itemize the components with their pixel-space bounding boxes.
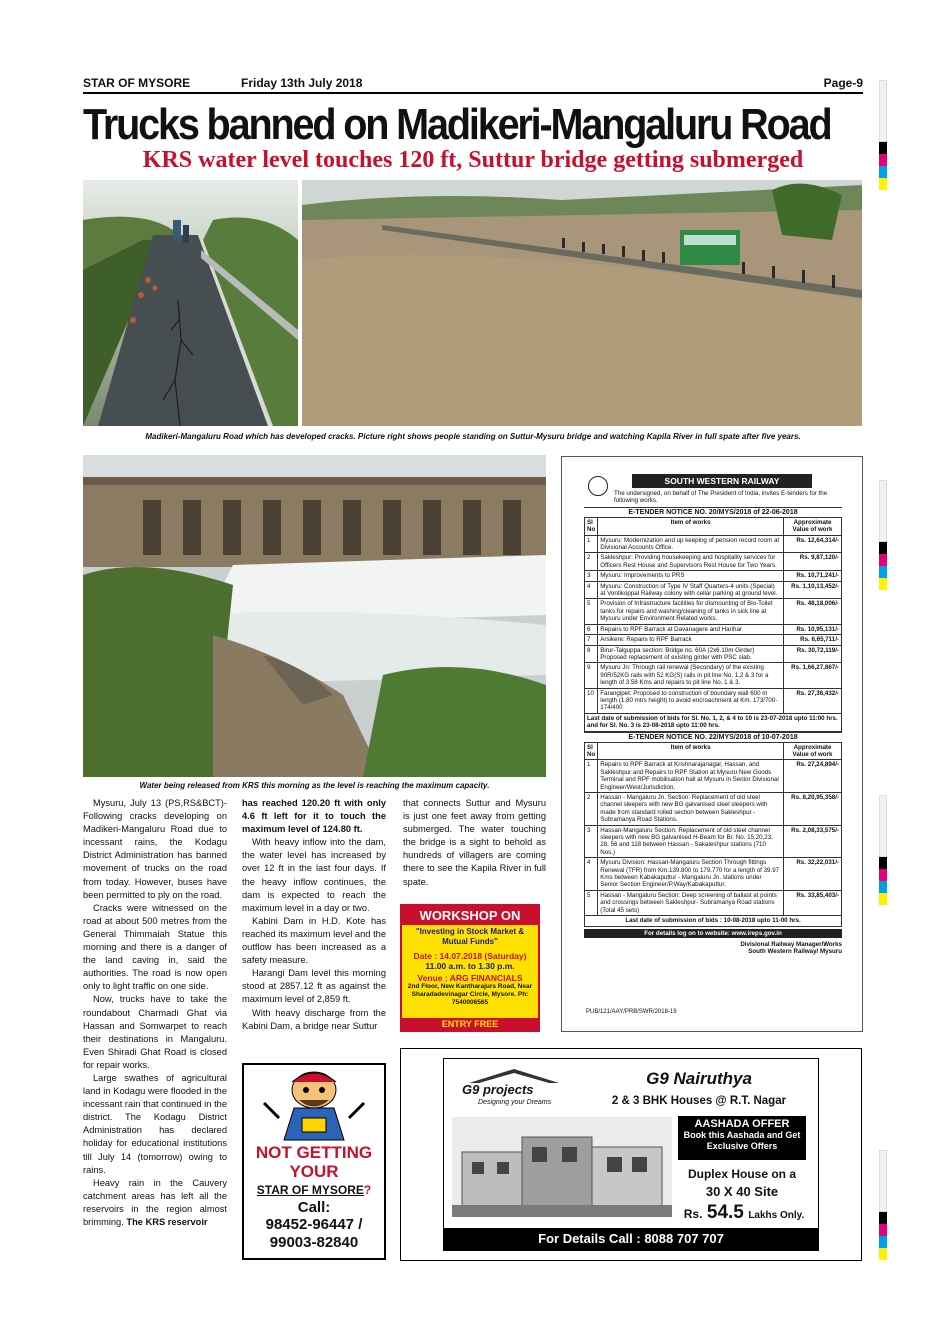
g9-offer-box — [678, 1116, 806, 1160]
article-bold-text: has reached 120.20 ft with only 4.6 ft left for it to touch the maximum level of 124.80 ft. — [242, 798, 386, 835]
article-paragraph: that connects Suttur and Mysuru is just one feet away from getting submerged. The water touching the bridge is a sight to behold as hundreds of villagers are coming there to see the Kapila River in full spate. — [403, 798, 546, 887]
row-value: Rs. 6,65,711/- — [784, 635, 842, 645]
g9-house-illustration — [452, 1117, 672, 1217]
table-row — [585, 663, 842, 688]
article-bold-text: The KRS reservoir — [126, 1217, 208, 1227]
row-item: Mysuru: Improvements to PRS — [598, 571, 784, 581]
tender-org: SOUTH WESTERN RAILWAY — [632, 474, 812, 488]
subheadline: KRS water level touches 120 ft, Suttur bridge getting submerged — [142, 147, 804, 173]
g9-logo: G9 projects — [462, 1082, 534, 1097]
row-item: Sakleshpur: Providing housekeeping and hospitality services for Officers Rest House and Supervisors Rest House for Two Years. — [598, 553, 784, 571]
article-paragraph: Large swathes of agricultural land in Kodagu were flooded in the incessant rain that continued in the district. The Kodagu District Administration has declared holiday for educational institutions till July 14 (tomorrow) owing to rains. — [83, 1072, 227, 1175]
subscribe-ad — [242, 1063, 386, 1260]
col-header-value: Approximate Value of work — [784, 517, 842, 535]
registration-marks-lower — [879, 795, 887, 905]
col-header-sl: Sl No — [585, 742, 598, 760]
row-no: 9 — [585, 663, 598, 688]
subscribe-line2: YOUR — [289, 1162, 339, 1181]
row-no: 7 — [585, 635, 598, 645]
krs-dam-photo — [83, 455, 546, 777]
article-paragraph: With heavy inflow into the dam, the water level has increased by over 12 ft in the last four days. If the heavy inflow continues, the dam is expected to reach the maximum level in a day or two. — [242, 837, 386, 913]
g9-duplex: Duplex House on a — [687, 1167, 797, 1181]
tender-notice-1: E-TENDER NOTICE NO. 20/MYS/2018 of 22-06-2018 — [584, 507, 842, 517]
row-item: Mysuru: Construction of Type IV Staff Quarters-4 units (Special) at Vontikoppal Railway colony with cellar parking at ground level. — [598, 581, 784, 599]
issue-date: Friday 13th July 2018 — [241, 76, 363, 90]
row-no: 2 — [585, 553, 598, 571]
table-row — [585, 635, 842, 645]
workshop-address: 2nd Floor, New Kantharajurs Road, Near Sharadadevinagar Circle, Mysore. Ph: 7540006565 — [407, 983, 533, 1006]
table-row — [585, 793, 842, 826]
subscribe-line1: NOT GETTING — [255, 1143, 373, 1162]
headline: Trucks banned on Madikeri-Mangaluru Road — [83, 100, 831, 149]
row-value: Rs. 33,85,403/- — [784, 890, 842, 915]
g9-roof-icon — [469, 1069, 559, 1083]
railway-logo — [588, 476, 608, 496]
row-value: Rs. 2,08,33,575/- — [784, 825, 842, 858]
row-item: Mysuru Division: Hassan-Mangaluru Section Through fittings Renewal (TFR) from Km.139.800 to 179.770 for a length of 39.97 Kms between Kabakaputtur - Mangaluru Jn. stations under Senior Section Engineer/P.Way/Kabakaputtur. — [598, 858, 784, 891]
g9-offer-text: Book this Aashada and Get Exclusive Offers — [683, 1130, 801, 1151]
row-value: Rs. 30,72,119/- — [784, 645, 842, 663]
tender-last-date-2: Last date of submission of bids : 10-08-2018 upto 11-00 hrs. — [585, 916, 842, 926]
subscribe-call: Call: — [297, 1199, 331, 1216]
row-no: 5 — [585, 890, 598, 915]
article-paragraph: Kabini Dam in H.D. Kote has reached its maximum level and the outflow has been increased as a safety measure. — [242, 915, 386, 966]
table-row — [585, 581, 842, 599]
table-row — [585, 890, 842, 915]
row-item: Repairs to RPF Barrack at Davanagere and Harihar — [598, 624, 784, 634]
table-row — [585, 535, 842, 553]
row-item: Hassan - Mangaluru Jn. Section: Replacement of old steel channel sleepers with new BG galvanised steel sleepers with made from standard rolled section between Sakleshpur - Subramanya Road Stations. — [598, 793, 784, 826]
article-paragraph: Now, trucks have to take the roundabout Charmadi Ghat via Hassan and Somwarpet to reach their destinations in Mangaluru. Even Shiradi Ghat Road is closed for repair works. — [83, 994, 227, 1070]
table-row — [585, 624, 842, 634]
top-photo-caption: Madikeri-Mangaluru Road which has developed cracks. Picture right shows people standing on Suttur-Mysuru bridge and watching Kapila River in full spate after five years. — [145, 432, 801, 441]
page-number: Page-9 — [823, 76, 863, 90]
row-value: Rs. 12,64,314/- — [784, 535, 842, 553]
col-header-item: Item of works — [598, 517, 784, 535]
workshop-ad — [400, 904, 540, 1032]
row-no: 3 — [585, 571, 598, 581]
g9-price-suffix: Lakhs Only. — [748, 1210, 805, 1221]
article-paragraph: Harangi Dam level this morning stood at 2857.12 ft as against the maximum level of 2,859 ft. — [242, 968, 386, 1005]
row-value: Rs. 9,87,120/- — [784, 553, 842, 571]
row-value: Rs. 10,95,131/- — [784, 624, 842, 634]
workshop-time: 11.00 a.m. to 1.30 p.m. — [425, 961, 515, 971]
row-no: 4 — [585, 581, 598, 599]
article-paragraph — [83, 1177, 227, 1229]
row-no: 3 — [585, 825, 598, 858]
g9-tagline: Designing your Dreams — [478, 1099, 552, 1106]
table-row — [585, 825, 842, 858]
subscribe-phone1: 98452-96447 / — [265, 1216, 363, 1233]
subscribe-phone2: 99003-82840 — [269, 1234, 359, 1251]
row-value: Rs. 27,36,432/- — [784, 688, 842, 713]
suttur-bridge-photo — [302, 180, 862, 426]
article-column-1 — [83, 797, 227, 1229]
table-row — [585, 858, 842, 891]
tender-pub-code: PUB/121/AAY/PRB/SWR/2018-19 — [586, 1009, 677, 1015]
tender-signatory-1: Divisional Railway Manager/Works — [740, 940, 842, 948]
tender-table-2 — [584, 742, 842, 927]
article-paragraph: Mysuru, July 13 (PS,RS&BCT)- Following cracks developing on Madikeri-Mangaluru Road due to incessant rains, the Kodagu District Administration has banned movement of trucks on the road from today. However, buses have been permitted to ply on the road. — [83, 798, 227, 900]
subscribe-brand: STAR OF MYSORE — [256, 1183, 364, 1197]
article-text: Heavy rain in the Cauvery catchment areas has left all the reservoirs in the region almost brimming. — [83, 1177, 227, 1227]
table-row — [585, 599, 842, 624]
registration-marks-mid — [879, 480, 887, 590]
table-row — [585, 571, 842, 581]
row-value: Rs. 10,71,241/- — [784, 571, 842, 581]
g9-contact: For Details Call : 8088 707 707 — [444, 1228, 818, 1250]
row-item: Provision of Infrastructure facilities for dismounting of Bio-Toilet tanks for repairs and washing/cleaning of tanks in sick line at Mysuru under Environment Related works. — [598, 599, 784, 624]
g9-price-line — [674, 1202, 814, 1224]
row-value: Rs. 27,24,894/- — [784, 760, 842, 793]
railway-tender-notice — [584, 474, 842, 1017]
article-paragraph: Cracks were witnessed on the road at about 500 metres from the General Thimmaiah Statue this morning and there is a danger of the land caving in, said the authorities. The road is now open only to light traffic on one side. — [83, 902, 227, 992]
registration-marks-bottom — [879, 1150, 887, 1260]
subscribe-brand-line — [244, 1183, 384, 1197]
g9-site: 30 X 40 Site — [705, 1184, 779, 1199]
row-no: 10 — [585, 688, 598, 713]
tender-table-1 — [584, 517, 842, 732]
row-item: Birur-Talguppa section: Bridge no. 60A (2x6.10m Girder) Proposed replacement of existing girder with PSC slab. — [598, 645, 784, 663]
workshop-subtitle: "Investing in Stock Market & Mutual Funds" — [415, 927, 525, 946]
tender-intro: The undersigned, on behalf of The President of India, invites E-tenders for the following works. — [614, 490, 828, 505]
workshop-entry: ENTRY FREE — [402, 1018, 538, 1030]
row-no: 2 — [585, 793, 598, 826]
row-item: Mysuru: Modernization and up keeping of pension record room at Divisional Accounts Office. — [598, 535, 784, 553]
tender-notice-2: E-TENDER NOTICE NO. 22/MYS/2018 of 10-07-2018 — [584, 732, 842, 742]
row-no: 6 — [585, 624, 598, 634]
article-column-2 — [242, 797, 386, 1033]
workshop-date: Date : 14.07.2018 (Saturday) — [413, 951, 527, 961]
col-header-item: Item of works — [598, 742, 784, 760]
row-no: 5 — [585, 599, 598, 624]
row-value: Rs. 32,22,031/- — [784, 858, 842, 891]
row-item: Hassan - Mangaluru Section: Deep screening of ballast at points and crossings between Sakleshpur- Subramanya Road stations (Total 45 sets) — [598, 890, 784, 915]
tender-website: For details log on to website: www.ireps.gov.in — [584, 929, 842, 938]
row-value: Rs. 48,18,006/- — [784, 599, 842, 624]
article-paragraph: With heavy discharge from the Kabini Dam, a bridge near Suttur — [242, 1007, 386, 1031]
paper-name: STAR OF MYSORE — [83, 76, 191, 90]
g9-price-prefix: Rs. — [683, 1207, 703, 1221]
table-row — [585, 688, 842, 713]
subscribe-question: ? — [363, 1183, 372, 1197]
g9-offer-title: AASHADA OFFER — [694, 1118, 790, 1130]
g9-ad — [443, 1058, 819, 1251]
row-item: Farangipet: Proposed to construction of boundary wall 600 m length (1.80 mtrs height) to avoid encroachment at Km. 173/700-174/400 — [598, 688, 784, 713]
tender-last-date-1: Last date of submission of bids for Sl. No. 1, 2, & 4 to 10 is 23-07-2018 upto 11:00 hrs. and for Sl. No. 3 is 23-08-2018 upto 11:00 hrs. — [585, 713, 842, 731]
row-no: 8 — [585, 645, 598, 663]
row-value: Rs. 1,10,13,452/- — [784, 581, 842, 599]
row-no: 1 — [585, 535, 598, 553]
dam-photo-caption: Water being released from KRS this morning as the level is reaching the maximum capacity. — [139, 781, 490, 790]
masthead-rule — [83, 92, 863, 94]
article-bold-paragraph — [242, 797, 386, 836]
table-row — [585, 553, 842, 571]
tender-signatory-2: South Western Railway/ Mysuru — [748, 947, 842, 955]
row-value: Rs. 8,20,95,358/- — [784, 793, 842, 826]
row-item: Arsikere: Repairs to RPF Barrack — [598, 635, 784, 645]
col-header-value: Approximate Value of work — [784, 742, 842, 760]
row-item: Repairs to RPF Barrack at Krishnarajanagar, Hassan, and Sakleshpur and Repairs to RPF Station at Mysuru New Goods Terminal and RPF mobilisation hall at Mysuru in Senior Divisional Engineer/West/Jurisdiction. — [598, 760, 784, 793]
table-row — [585, 645, 842, 663]
g9-price: 54.5 — [706, 1202, 744, 1223]
road-cracks-photo — [83, 180, 298, 426]
workshop-venue: Venue : ARG FINANCIALS — [417, 973, 523, 983]
registration-marks-top — [879, 80, 887, 190]
g9-project-name: G9 Nairuthya — [646, 1069, 752, 1088]
row-item: Mysuru Jn: Through rail renewal (Secondary) of the existing 90R/52KG rails with 52 KG(S) rails in pit line No. 1,2 & 3 for a length of 3.58 Kms and repairs to pit line No. 1 & 3. — [598, 663, 784, 688]
row-value: Rs. 1,66,27,867/- — [784, 663, 842, 688]
g9-houses: 2 & 3 BHK Houses @ R.T. Nagar — [611, 1095, 787, 1107]
col-header-sl: Sl No — [585, 517, 598, 535]
row-no: 4 — [585, 858, 598, 891]
table-row — [585, 760, 842, 793]
cartoon-mascot-illustration — [244, 1068, 384, 1143]
workshop-title: WORKSHOP ON — [402, 906, 538, 925]
row-no: 1 — [585, 760, 598, 793]
article-column-3 — [403, 797, 546, 889]
row-item: Hassan-Mangaluru Section: Replacement of old steel channel sleepers with new BG galvanised H-Beam for Br. No. 15,20,23, 28, 56 and 118 between Hassan - Sakaleshpur stations (710 Nos.) — [598, 825, 784, 858]
